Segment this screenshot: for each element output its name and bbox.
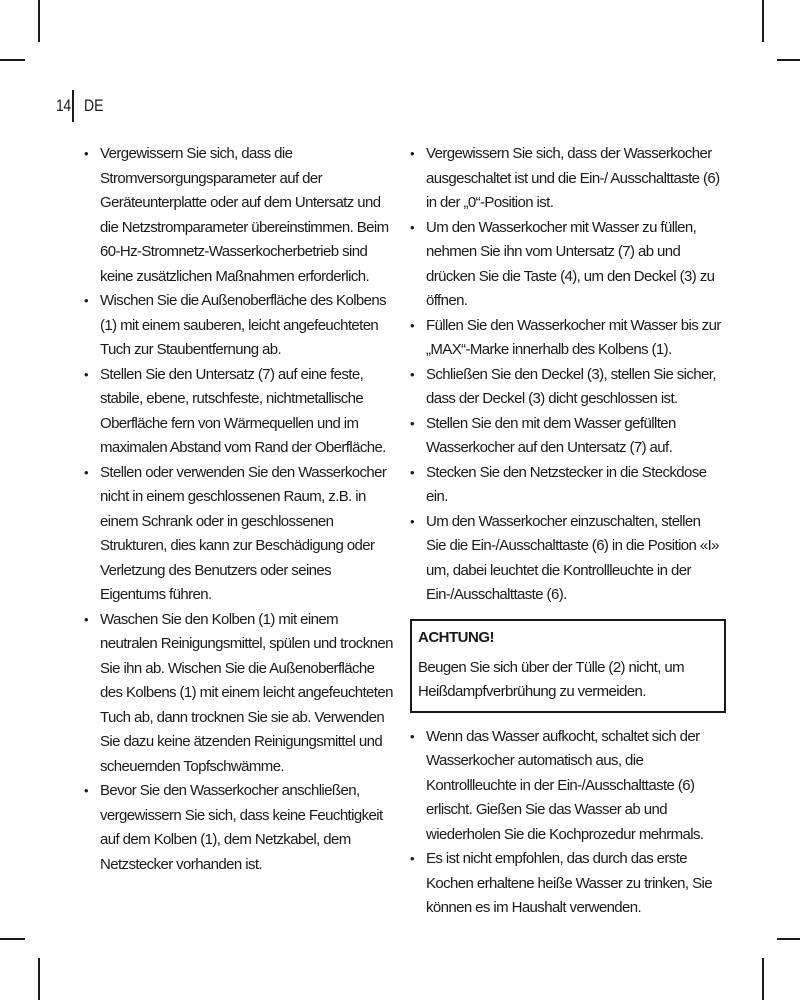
list-item: • Füllen Sie den Wasserkocher mit Wasser bis zur „MAX“-Marke innerhalb des Kolbens (1).: [410, 314, 722, 363]
list-item: • Um den Wasserkocher mit Wasser zu füllen, nehmen Sie ihn vom Untersatz (7) ab und drücken Sie die Taste (4), um den Deckel (3) zu öffnen.: [410, 216, 722, 314]
bullet: •: [410, 366, 414, 382]
crop-mark-top-right-h: [777, 59, 800, 61]
list-item: • Waschen Sie den Kolben (1) mit einem neutralen Reinigungsmittel, spülen und trocknen Sie ihn ab. Wischen Sie die Außenoberfläche des Kolbens (1) mit einem leicht angefeuchteten Tuch ab, dann trocknen Sie sie ab. Verwenden Sie dazu keine ätzenden Reinigungsmittel und scheuernden Topfschwämme.: [84, 608, 396, 780]
bullet: •: [410, 728, 414, 744]
bullet: •: [84, 611, 88, 627]
bullet: •: [410, 219, 414, 235]
list-item: • Vergewissern Sie sich, dass die Stromversorgungsparameter auf der Geräteunterplatte oder auf dem Untersatz und die Netzstromparameter übereinstimmen. Beim 60-Hz-Stromnetz-Wasserkocherbetrieb sind keine zusätzlichen Maßnahmen erforderlich.: [84, 142, 396, 289]
bullet: •: [84, 783, 88, 798]
list-item: • Bevor Sie den Wasserkocher anschließen, vergewissern Sie sich, dass keine Feuchtigkeit auf dem Kolben (1), dem Netzkabel, dem Netzstecker vorhanden ist.: [84, 779, 396, 877]
right-column: [410, 142, 722, 921]
bullet: •: [84, 366, 88, 382]
right-bullet-list-bottom: [410, 725, 722, 921]
list-item: • Stecken Sie den Netzstecker in die Steckdose ein.: [410, 461, 722, 510]
crop-mark-top-right-v: [762, 0, 764, 42]
left-bullet-list: [84, 142, 396, 877]
crop-mark-bottom-right-v: [762, 958, 764, 1000]
warning-box: [410, 619, 726, 713]
bullet: •: [84, 464, 88, 480]
page-number: 14: [56, 96, 71, 115]
crop-mark-top-left-h: [0, 59, 25, 61]
header-divider: [72, 90, 74, 122]
crop-mark-bottom-left-h: [0, 938, 25, 940]
bullet: •: [410, 146, 414, 161]
bullet: •: [410, 317, 414, 333]
crop-mark-top-left-v: [38, 0, 40, 42]
bullet: •: [84, 293, 88, 308]
list-item: • Um den Wasserkocher einzuschalten, stellen Sie die Ein-/Ausschalttaste (6) in die Position «I» um, dabei leuchtet die Kontrollleuchte in der Ein-/Ausschalttaste (6).: [410, 510, 722, 608]
list-item: • Schließen Sie den Deckel (3), stellen Sie sicher, dass der Deckel (3) dicht geschlossen ist.: [410, 363, 722, 412]
right-bullet-list-top: [410, 142, 722, 608]
list-item: • Wischen Sie die Außenoberfläche des Kolbens (1) mit einem sauberen, leicht angefeuchteten Tuch zur Staubentfernung ab.: [84, 289, 396, 363]
bullet: •: [410, 464, 414, 480]
language-code: DE: [83, 96, 104, 115]
bullet: •: [410, 851, 414, 866]
list-item: • Stellen Sie den mit dem Wasser gefüllten Wasserkocher auf den Untersatz (7) auf.: [410, 412, 722, 461]
left-column: [84, 142, 396, 877]
bullet: •: [410, 513, 414, 529]
list-item: • Stellen oder verwenden Sie den Wasserkocher nicht in einem geschlossenen Raum, z.B. in einem Schrank oder in geschlossenen Strukturen, dies kann zur Beschädigung oder Verletzung des Benutzers oder seines Eigentums führen.: [84, 461, 396, 608]
warning-title: ACHTUNG!: [418, 628, 494, 646]
warning-text: Beugen Sie sich über der Tülle (2) nicht, um Heißdampfverbrühung zu vermeiden.: [418, 658, 684, 700]
list-item: • Vergewissern Sie sich, dass der Wasserkocher ausgeschaltet ist und die Ein-/ Ausschalttaste (6) in der „0“-Position ist.: [410, 142, 722, 216]
page-header: [56, 90, 108, 122]
list-item: • Stellen Sie den Untersatz (7) auf eine feste, stabile, ebene, rutschfeste, nichtmetallische Oberfläche fern von Wärmequellen und im maximalen Abstand vom Rand der Oberfläche.: [84, 363, 396, 461]
bullet: •: [410, 415, 414, 431]
list-item: • Wenn das Wasser aufkocht, schaltet sich der Wasserkocher automatisch aus, die Kontrollleuchte in der Ein-/Ausschalttaste (6) erlischt. Gießen Sie das Wasser ab und wiederholen Sie die Kochprozedur mehrmals.: [410, 725, 722, 848]
crop-mark-bottom-right-h: [777, 938, 800, 940]
crop-mark-bottom-left-v: [38, 958, 40, 1000]
bullet: •: [84, 146, 88, 161]
list-item: • Es ist nicht empfohlen, das durch das erste Kochen erhaltene heiße Wasser zu trinken, Sie können es im Haushalt verwenden.: [410, 847, 722, 921]
